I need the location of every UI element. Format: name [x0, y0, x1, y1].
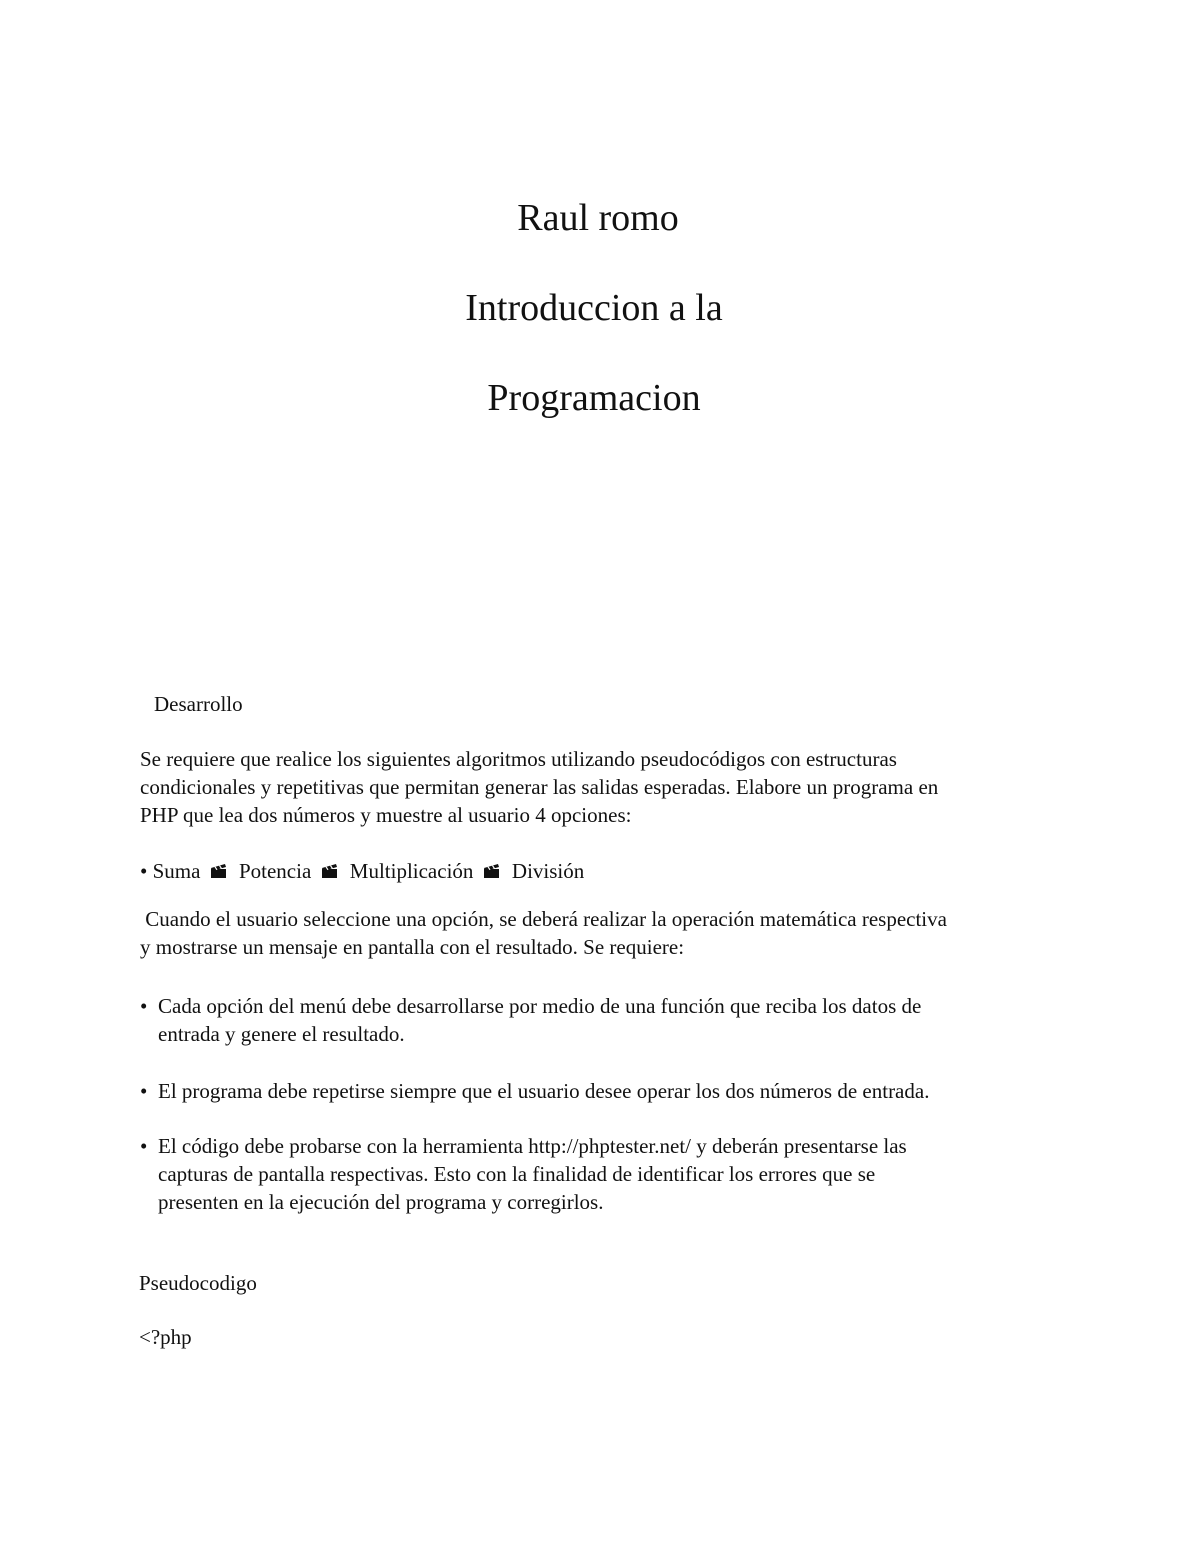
- requirement-text: [158, 1132, 907, 1216]
- requirement-line: El código debe probarse con la herramienta http://phptester.net/ y deberán presentarse las: [158, 1134, 907, 1158]
- bullet-mark: •: [140, 994, 148, 1018]
- second-paragraph-line: y mostrarse un mensaje en pantalla con el resultado. Se requiere:: [140, 935, 685, 959]
- second-paragraph: [140, 905, 947, 961]
- intro-paragraph: [140, 745, 938, 829]
- bullet-mark: •: [140, 1079, 148, 1103]
- php-open-tag: <?php: [139, 1325, 192, 1349]
- option-division: División: [511, 859, 585, 883]
- clapperboard-icon: [483, 858, 501, 874]
- title-course-line-2: Programacion: [487, 377, 701, 419]
- options-list: [140, 857, 584, 885]
- requirement-text: [158, 992, 921, 1048]
- requirement-text: [158, 1077, 929, 1105]
- option-suma: Suma: [152, 859, 201, 883]
- intro-paragraph-line: condicionales y repetitivas que permitan generar las salidas esperadas. Elabore un programa en: [140, 775, 939, 799]
- option-potencia: Potencia: [238, 859, 312, 883]
- title-course-line-1: Introduccion a la: [465, 287, 723, 329]
- title-author: Raul romo: [517, 197, 679, 239]
- options-bullet: •: [140, 859, 148, 883]
- bullet-mark: •: [140, 1134, 148, 1158]
- clapperboard-icon: [210, 858, 228, 874]
- second-paragraph-line: Cuando el usuario seleccione una opción, se deberá realizar la operación matemática respectiva: [140, 907, 947, 931]
- pseudocode-label: Pseudocodigo: [139, 1271, 257, 1295]
- requirement-line: El programa debe repetirse siempre que el usuario desee operar los dos números de entrada.: [158, 1079, 930, 1103]
- intro-paragraph-line: Se requiere que realice los siguientes algoritmos utilizando pseudocódigos con estructuras: [140, 747, 897, 771]
- requirement-line: presenten en la ejecución del programa y corregirlos.: [158, 1190, 604, 1214]
- requirement-line: Cada opción del menú debe desarrollarse por medio de una función que reciba los datos de: [158, 994, 922, 1018]
- requirement-line: capturas de pantalla respectivas. Esto con la finalidad de identificar los errores que se: [158, 1162, 876, 1186]
- intro-paragraph-line: PHP que lea dos números y muestre al usuario 4 opciones:: [140, 803, 632, 827]
- option-multiplicacion: Multiplicación: [349, 859, 474, 883]
- requirement-line: entrada y genere el resultado.: [158, 1022, 405, 1046]
- section-heading: Desarrollo: [154, 692, 243, 716]
- clapperboard-icon: [321, 858, 339, 874]
